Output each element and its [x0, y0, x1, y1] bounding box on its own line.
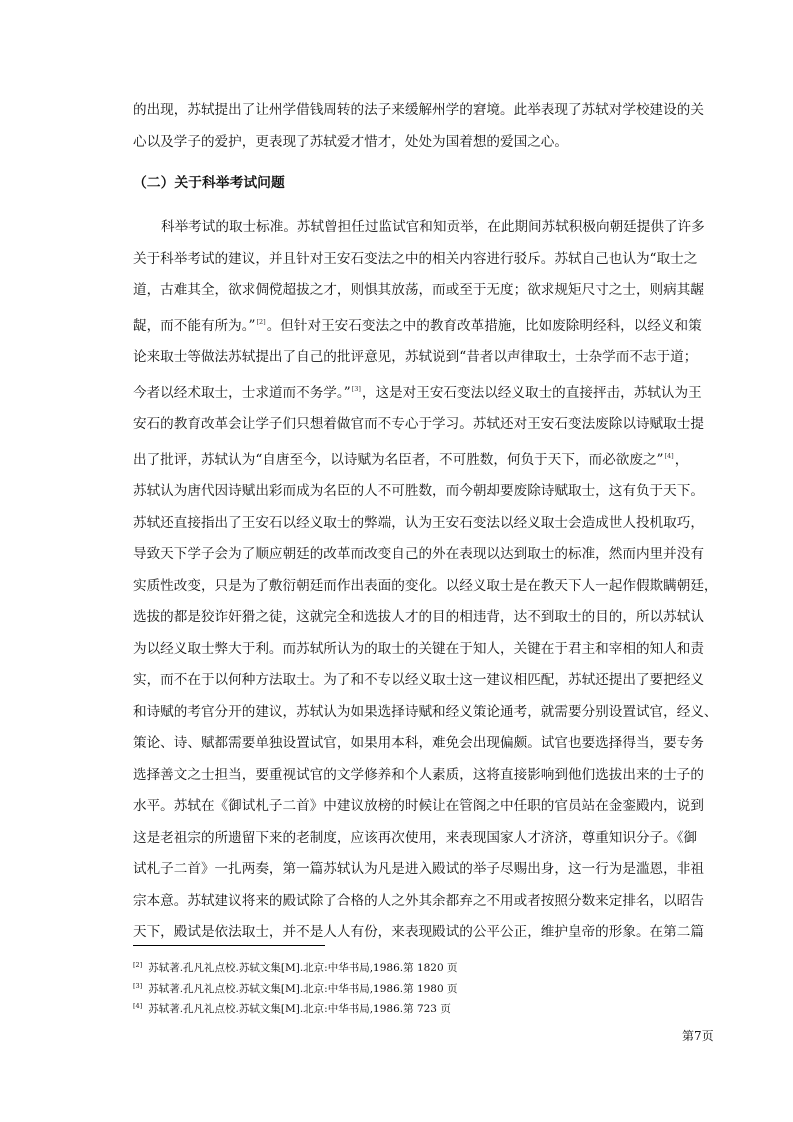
footnote-text: 苏轼著.孔凡礼点校.苏轼文集[M].北京:中华书局,1986.第 1980 页	[148, 982, 458, 995]
footnote-item	[133, 957, 723, 978]
text-line: 天下，殿试是依法取士，并不是人人有份，来表现殿试的公平公正，维护皇帝的形象。在第二篇	[133, 924, 704, 940]
text-line: 关于科举考试的建议，并且针对王安石变法之中的相关内容进行驳斥。苏轼自己也认为“取士之	[133, 250, 698, 267]
footnote-mark: [2]	[133, 961, 143, 969]
text-segment: 今者以经术取士，士求道而不务学。”	[133, 384, 351, 401]
text-line	[133, 441, 723, 477]
text-line: 选拔的都是狡诈奸猾之徒，这就完全和选拔人才的目的相违背，达不到取士的目的，所以苏轼认	[133, 609, 704, 625]
text-line: 苏轼认为唐代因诗赋出彩而成为名臣的人不可胜数，而今朝却要废除诗赋取士，这有负于天下。	[133, 483, 704, 499]
text-line: 苏轼还直接指出了王安石以经义取士的弊端，认为王安石变法以经义取士会造成世人投机取巧，	[133, 514, 704, 531]
footnote-divider	[133, 945, 325, 946]
text-line: 道，古难其全，欲求倜傥超拔之才，则惧其放荡，而或至于无度；欲求规矩尺寸之士，则病其龌	[133, 282, 704, 298]
text-line: 试札子二首》一扎两奏，第一篇苏轼认为凡是进入殿试的举子尽赐出身，这一行为是滥恩，非祖	[133, 861, 704, 877]
footnote-ref-2[interactable]: [2]	[256, 317, 266, 326]
footnote-ref-3[interactable]: [3]	[351, 384, 361, 393]
text-line	[133, 374, 723, 410]
text-line: 这是老祖宗的所遗留下来的老制度，应该再次使用，来表现国家人才济济，尊重知识分子。《御	[133, 829, 698, 846]
text-line	[133, 307, 723, 343]
text-line: 选择善文之士担当，要重视试官的文学修养和个人素质，这将直接影响到他们选拔出来的士子的	[133, 766, 704, 783]
text-segment: 出了批评，苏轼认为“自唐至今，以诗赋为名臣者，不可胜数，何负于天下，而必欲废之”	[133, 451, 664, 468]
text-line: 水平。苏轼在《御试札子二首》中建议放榜的时候让在管阁之中任职的官员站在金銮殿内，说到	[133, 798, 704, 814]
text-line: 心以及学子的爱护，更表现了苏轼爱才惜才，处处为国着想的爱国之心。	[133, 133, 568, 150]
text-line: 安石的教育改革会让学子们只想着做官而不专心于学习。苏轼还对王安石变法废除以诗赋取士提	[133, 416, 704, 432]
footnote-text: 苏轼著.孔凡礼点校.苏轼文集[M].北京:中华书局,1986.第 723 页	[148, 1003, 451, 1015]
text-line: 论来取士等做法苏轼提出了自己的批评意见，苏轼说到“昔者以声律取士，士杂学而不志于道；	[133, 349, 698, 365]
footnote-ref-4[interactable]: [4]	[664, 451, 674, 460]
footnote-item	[133, 998, 723, 1019]
text-segment: 龊，而不能有所为。”	[133, 317, 256, 334]
section-heading: （二）关于科举考试问题	[133, 175, 285, 191]
footnote-mark: [3]	[133, 981, 143, 990]
text-line: 的出现，苏轼提出了让州学借钱周转的法子来缓解州学的窘境。此举表现了苏轼对学校建设的关	[133, 102, 704, 118]
text-line: 实，而不在于以何种方法取士。为了和不专以经义取士这一建议相匹配，苏轼还提出了要把经义	[133, 672, 704, 688]
text-line: 宗本意。苏轼建议将来的殿试除了合格的人之外其余都弃之不用或者按照分数来定排名，以昭告	[133, 892, 704, 909]
text-line: 策论、诗、赋都需要单独设置试官，如果用本科，难免会出现偏颇。试官也要选择得当，要专务	[133, 735, 704, 751]
top-paragraph	[133, 95, 723, 158]
text-segment: 。但针对王安石变法之中的教育改革措施，比如废除明经科，以经义和策	[266, 317, 702, 334]
text-line: 实质性改变，只是为了敷衍朝廷而作出表面的变化。以经义取士是在教天下人一起作假欺瞒朝廷，	[133, 577, 718, 594]
footnote-item	[133, 978, 723, 999]
footnotes	[133, 957, 723, 1019]
text-line: 为以经义取士弊大于利。而苏轼所认为的取士的关键在于知人，关键在于君主和宰相的知人和责	[133, 640, 704, 657]
footnote-mark: [4]	[133, 1002, 143, 1010]
text-segment: ，这是对王安石变法以经义取士的直接抨击，苏轼认为王	[361, 384, 702, 401]
text-line: 科举考试的取士标准。苏轼曾担任过监试官和知贡举，在此期间苏轼积极向朝廷提供了许多	[161, 219, 705, 235]
main-paragraph	[133, 212, 723, 949]
text-line: 导致天下学子会为了顺应朝廷的改革而改变自己的外在表现以达到取士的标准，然而内里并没有	[133, 546, 704, 562]
text-segment: ，	[674, 451, 689, 468]
footnote-text: 苏轼著.孔凡礼点校.苏轼文集[M].北京:中华书局,1986.第 1820 页	[148, 962, 458, 974]
text-line: 和诗赋的考官分开的建议，苏轼认为如果选择诗赋和经义策论通考，就需要分别设置试官，经义、	[133, 703, 718, 720]
page-number: 第7页	[682, 1029, 714, 1043]
